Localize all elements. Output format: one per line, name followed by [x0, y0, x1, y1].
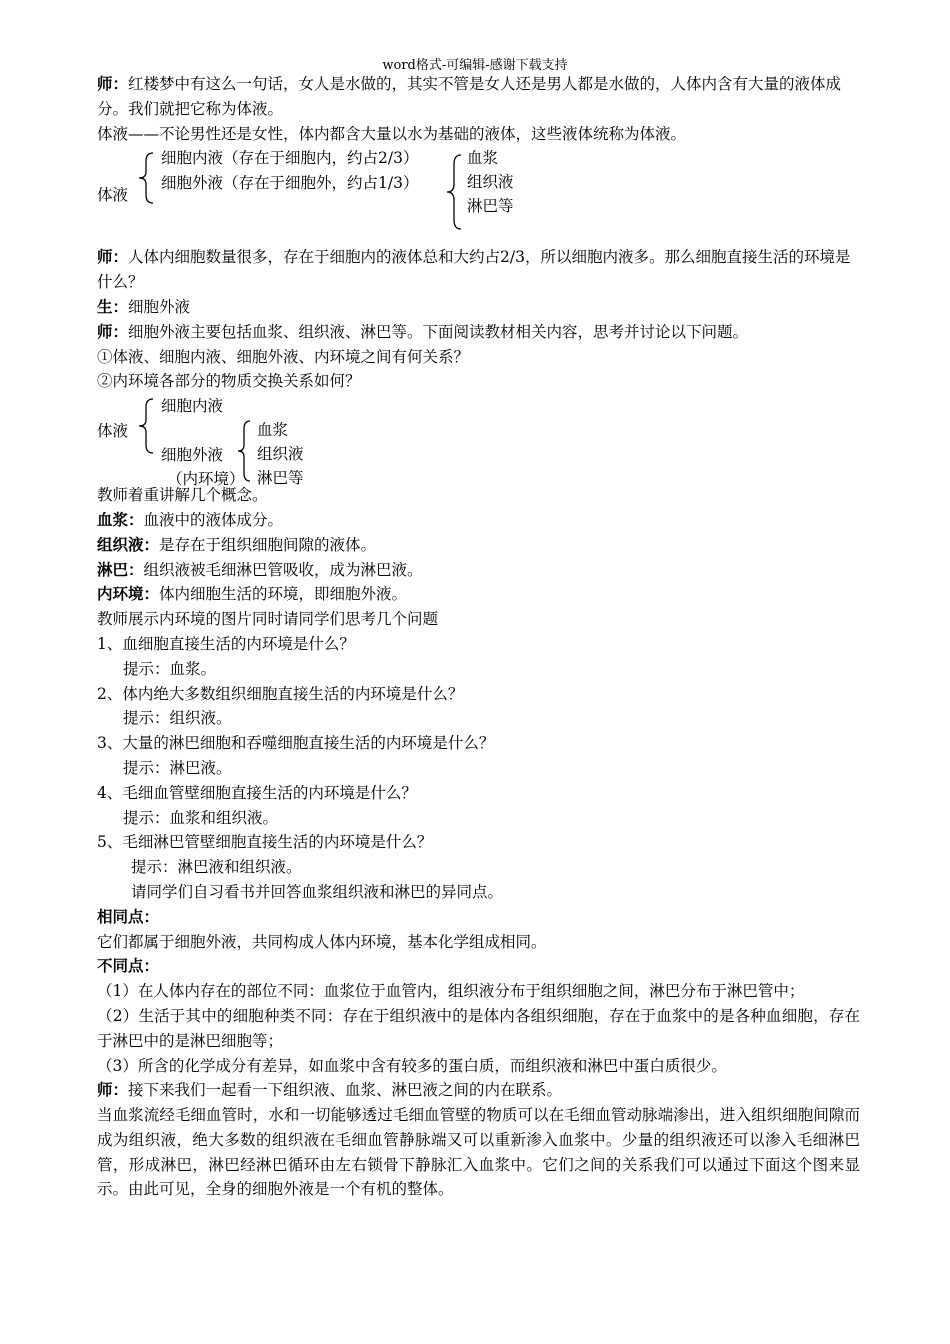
section-heading-similarities	[97, 905, 860, 930]
body-fluid-tree-1	[97, 146, 860, 245]
paragraph-text: 红楼梦中有这么一句话，女人是水做的，其实不管是女人还是男人都是水做的，人体内含有大量的液体成分。我们就把它称为体液。	[97, 75, 842, 118]
question-item: 4、毛细血管壁细胞直接生活的内环境是什么？	[97, 783, 417, 802]
document-body	[97, 72, 860, 1202]
difference-item-3: （3）所含的化学成分有差异，如血浆中含有较多的蛋白质，而组织液和淋巴中蛋白质很少。	[97, 1056, 727, 1075]
definition-plasma	[97, 508, 860, 533]
paragraph-teacher-relation	[97, 1078, 860, 1103]
definition-internal-environment	[97, 582, 860, 607]
section-heading-differences	[97, 954, 860, 979]
difference-item-2: （2）生活于其中的细胞种类不同：存在于组织液中的是体内各组织细胞，存在于血浆中的是各种血细胞，存在于淋巴中的是淋巴细胞等；	[97, 1006, 860, 1050]
tree-child-lymph: 淋巴等	[467, 197, 514, 216]
definition-lymph	[97, 558, 860, 583]
tree-root-label: 体液	[97, 186, 129, 205]
question-item: 3、大量的淋巴细胞和吞噬细胞直接生活的内环境是什么？	[97, 734, 495, 753]
paragraph-body-fluid-definition: 体液——不论男性还是女性，体内都含大量以水为基础的液体，这些液体统称为体液。	[97, 124, 687, 143]
definition-term: 淋巴：	[97, 560, 144, 579]
definition-text: 组织液被毛细淋巴管吸收，成为淋巴液。	[143, 560, 423, 579]
left-brace-icon	[236, 420, 252, 482]
tree-intracellular-label: 细胞内液	[161, 397, 224, 416]
paragraph-text: 细胞外液主要包括血浆、组织液、淋巴等。下面阅读教材相关内容，思考并讨论以下问题。	[128, 322, 749, 341]
question-hint: 提示：淋巴液。	[123, 758, 232, 777]
tree-root-label: 体液	[97, 422, 129, 441]
definition-term: 组织液：	[97, 535, 160, 554]
paragraph-student-answer	[97, 295, 860, 320]
paragraph-text: 人体内细胞数量很多，存在于细胞内的液体总和大约占2/3，所以细胞内液多。那么细胞直接生活的环境是什么？	[97, 248, 851, 292]
tree-intracellular-label: 细胞内液（存在于细胞内，约占2/3）	[161, 149, 419, 168]
speaker-label: 师：	[97, 1081, 129, 1100]
tree-extracellular-label: 细胞外液（存在于细胞外，约占1/3）	[161, 174, 419, 193]
tree-child-plasma: 血浆	[467, 149, 499, 168]
left-brace-icon	[445, 154, 463, 230]
question-item: 1、血细胞直接生活的内环境是什么？	[97, 634, 355, 653]
body-fluid-tree-2	[97, 394, 860, 489]
paragraph-concepts-intro: 教师着重讲解几个概念。	[97, 486, 268, 505]
tree-child-tissue-fluid: 组织液	[257, 445, 304, 464]
paragraph-teacher-intro	[97, 72, 860, 122]
tree-child-tissue-fluid: 组织液	[467, 173, 514, 192]
speaker-label: 师：	[97, 75, 129, 93]
left-brace-icon	[137, 152, 155, 204]
paragraph-text: 细胞外液	[128, 297, 191, 316]
paragraph-fluid-circulation: 当血浆流经毛细血管时，水和一切能够透过毛细血管壁的物质可以在毛细血管动脉端渗出，进入组织细胞间隙而成为组织液，绝大多数的组织液在毛细血管静脉端又可以重新渗入血浆中。少量的组织液还可以渗入毛细淋巴管，形成淋巴，淋巴经淋巴循环由左右锁骨下静脉汇入血浆中。它们之间的关系我们可以通过下面这个图来显示。由此可见，全身的细胞外液是一个有机的整体。	[97, 1106, 860, 1199]
paragraph-teacher-shows-picture: 教师展示内环境的图片同时请同学们思考几个问题	[97, 610, 439, 629]
paragraph-self-study: 请同学们自习看书并回答血浆组织液和淋巴的异同点。	[131, 882, 504, 901]
left-brace-icon	[137, 398, 155, 454]
paragraph-teacher-reading	[97, 320, 860, 345]
discussion-question-2: ②内环境各部分的物质交换关系如何？	[97, 372, 361, 391]
definition-term: 内环境：	[97, 585, 160, 604]
speaker-label: 师：	[97, 322, 129, 341]
question-item: 5、毛细淋巴管壁细胞直接生活的内环境是什么？	[97, 833, 433, 852]
question-hint: 提示：血浆。	[123, 659, 217, 678]
question-hint: 提示：淋巴液和组织液。	[131, 858, 302, 877]
difference-item-1: （1）在人体内存在的部位不同：血浆位于血管内，组织液分布于组织细胞之间，淋巴分布于淋巴管中；	[97, 982, 805, 1001]
page-header: word格式-可编辑-感谢下载支持	[382, 58, 568, 73]
tree-internal-environment-note: （内环境）	[167, 470, 245, 489]
speaker-label: 生：	[97, 297, 129, 316]
paragraph-text: 接下来我们一起看一下组织液、血浆、淋巴液之间的内在联系。	[128, 1081, 563, 1100]
definition-term: 血浆：	[97, 510, 144, 529]
definition-text: 是存在于组织细胞间隙的液体。	[159, 535, 377, 554]
heading-text: 相同点：	[97, 907, 160, 926]
heading-text: 不同点：	[97, 957, 160, 976]
definition-text: 血液中的液体成分。	[143, 510, 284, 529]
discussion-question-1: ①体液、细胞内液、细胞外液、内环境之间有何关系？	[97, 347, 470, 366]
paragraph-teacher-question	[97, 245, 860, 295]
definition-text: 体内细胞生活的环境，即细胞外液。	[159, 585, 408, 604]
definition-tissue-fluid	[97, 533, 860, 558]
tree-child-lymph: 淋巴等	[257, 469, 304, 488]
question-hint: 提示：组织液。	[123, 709, 232, 728]
question-hint: 提示：血浆和组织液。	[123, 808, 279, 827]
tree-child-plasma: 血浆	[257, 421, 289, 440]
tree-extracellular-label: 细胞外液	[161, 446, 224, 465]
speaker-label: 师：	[97, 248, 129, 267]
question-item: 2、体内绝大多数组织细胞直接生活的内环境是什么？	[97, 684, 464, 703]
paragraph-similarities: 它们都属于细胞外液，共同构成人体内环境，基本化学组成相同。	[97, 932, 547, 951]
